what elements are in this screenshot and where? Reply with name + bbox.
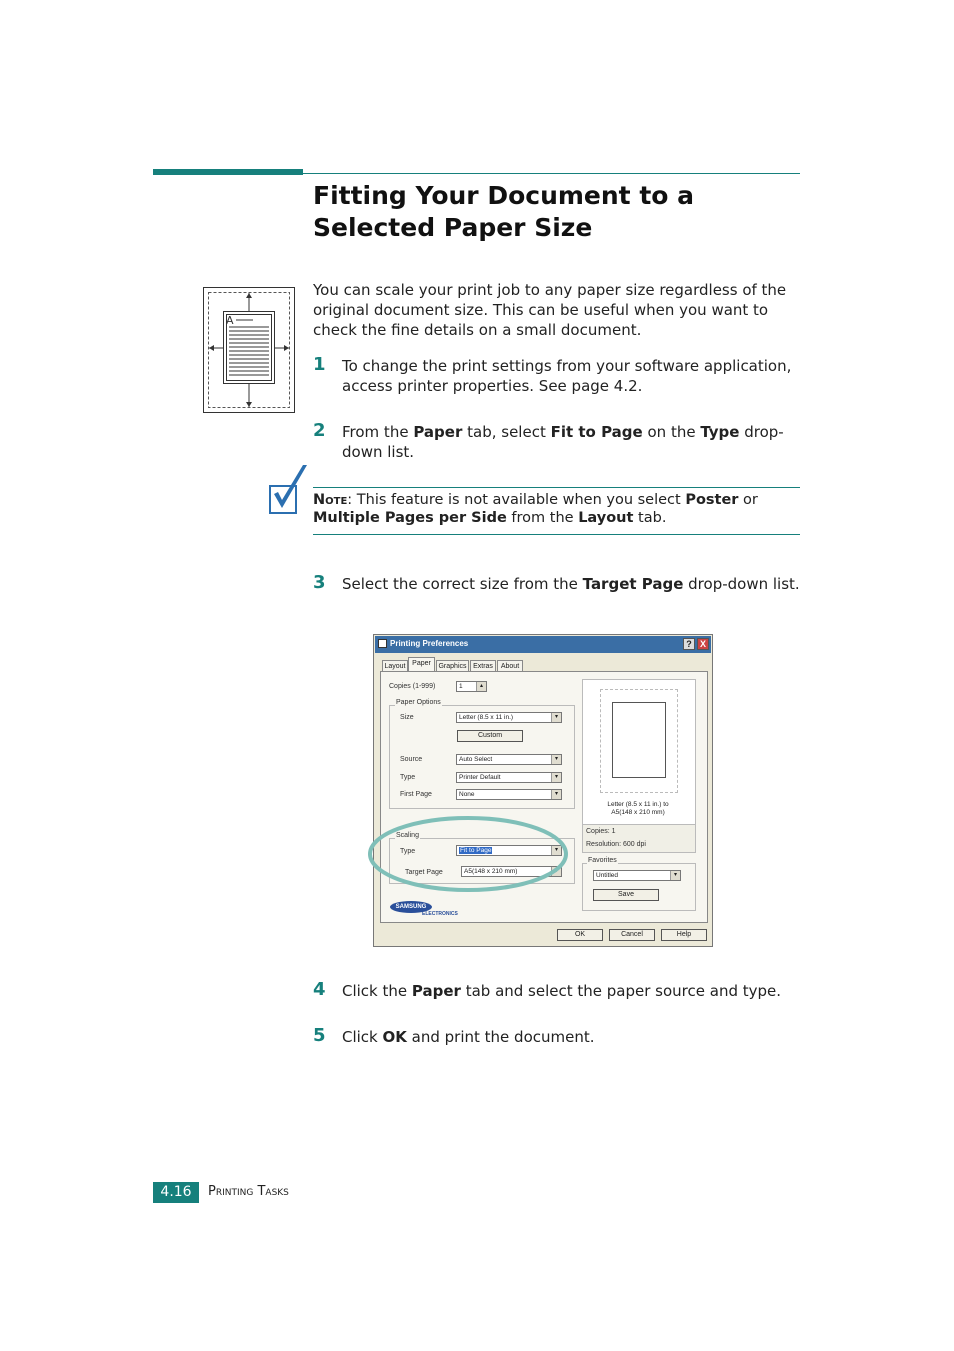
printer-icon <box>378 639 387 648</box>
tab-extras[interactable]: Extras <box>470 660 496 671</box>
page-number: 4.16 <box>153 1182 199 1203</box>
copies-info: Copies: 1 <box>586 828 616 835</box>
paper-options-label: Paper Options <box>396 699 441 706</box>
electronics-label: ELECTRONICS <box>422 911 458 917</box>
copies-stepper[interactable]: 1 ▴ <box>456 681 487 692</box>
source-label: Source <box>400 756 423 763</box>
fit-to-page-illustration <box>203 287 295 413</box>
first-page-select[interactable]: None ▾ <box>456 789 562 800</box>
illustration-letter: A <box>226 314 234 327</box>
preview-caption: Letter (8.5 x 11 in.) to A5(148 x 210 mm) <box>607 801 669 816</box>
help-title-button[interactable]: ? <box>683 638 695 650</box>
save-button[interactable]: Save <box>593 889 659 901</box>
resolution-info: Resolution: 600 dpi <box>586 841 646 848</box>
step-4-number: 4 <box>313 979 326 1000</box>
scaling-type-select[interactable]: Fit to Page ▾ <box>456 845 562 856</box>
scaling-label: Scaling <box>396 832 419 839</box>
samsung-logo: SAMSUNG <box>390 901 432 913</box>
dialog-title: Printing Preferences <box>390 639 469 648</box>
tab-about[interactable]: About <box>497 660 523 671</box>
checkmark-note-icon <box>267 462 311 518</box>
first-page-label: First Page <box>400 791 432 798</box>
tab-paper[interactable]: Paper <box>408 657 435 671</box>
step-1-number: 1 <box>313 354 326 375</box>
tab-layout[interactable]: Layout <box>382 660 408 671</box>
cancel-button[interactable]: Cancel <box>609 929 655 941</box>
note-text: Note: This feature is not available when you select Poster or Multiple Pages per Side from the Layout tab. <box>313 492 758 526</box>
header-accent-bar <box>153 169 303 175</box>
target-page-select[interactable]: A5(148 x 210 mm) ▾ <box>461 866 562 877</box>
close-title-button[interactable]: X <box>697 638 709 650</box>
step-2-text: From the Paper tab, select Fit to Page on the Type drop-down list. <box>342 423 784 461</box>
header-rule <box>303 173 800 174</box>
step-4-text: Click the Paper tab and select the paper source and type. <box>342 982 782 1000</box>
step-5-text: Click OK and print the document. <box>342 1028 595 1046</box>
size-label: Size <box>400 714 414 721</box>
footer-section-title: Printing Tasks <box>208 1184 289 1199</box>
favorites-select[interactable]: Untitled ▾ <box>593 870 681 881</box>
highlight-ellipse <box>364 812 576 896</box>
step-3-number: 3 <box>313 572 326 593</box>
favorites-label: Favorites <box>588 857 617 864</box>
type-label: Type <box>400 774 416 781</box>
intro-paragraph: You can scale your print job to any paper size regardless of the original document size. This can be useful when you want to check the fine details on a small document. <box>313 281 787 339</box>
preview-page <box>612 702 666 778</box>
source-select[interactable]: Auto Select ▾ <box>456 754 562 765</box>
scaling-type-label: Type <box>400 848 416 855</box>
step-1-text: To change the print settings from your software application, access printer properties. See page 4.2. <box>342 357 792 395</box>
tab-graphics[interactable]: Graphics <box>436 660 469 671</box>
note-bottom-rule <box>313 534 800 535</box>
help-button[interactable]: Help <box>661 929 707 941</box>
type-select[interactable]: Printer Default ▾ <box>456 772 562 783</box>
note-top-rule <box>313 487 800 488</box>
step-3-text: Select the correct size from the Target Page drop-down list. <box>342 575 800 593</box>
printing-preferences-dialog <box>373 634 713 947</box>
step-2-number: 2 <box>313 420 326 441</box>
ok-button[interactable]: OK <box>557 929 603 941</box>
size-select[interactable]: Letter (8.5 x 11 in.) ▾ <box>456 712 562 723</box>
page-title: Fitting Your Document to a Selected Paper Size <box>313 181 695 242</box>
custom-button[interactable]: Custom <box>457 730 523 742</box>
step-5-number: 5 <box>313 1025 326 1046</box>
copies-label: Copies (1-999) <box>389 683 436 690</box>
target-page-label: Target Page <box>405 869 443 876</box>
